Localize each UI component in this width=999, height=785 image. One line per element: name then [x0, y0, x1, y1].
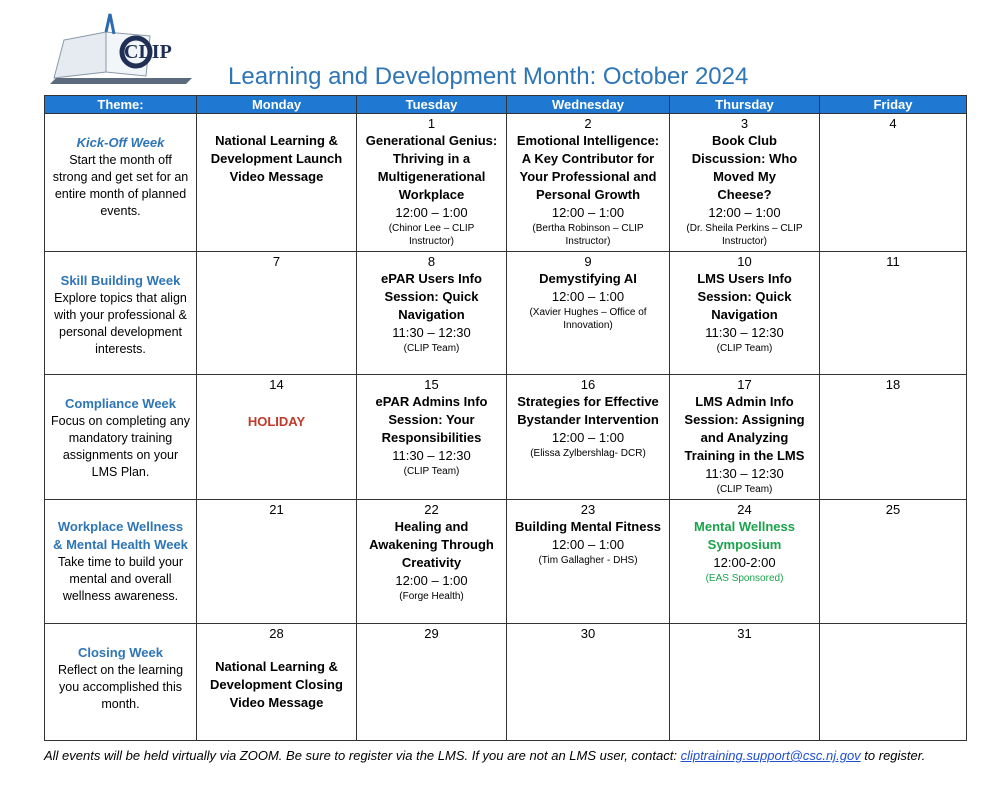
- theme-description: Reflect on the learning you accomplished this month.: [57, 663, 184, 711]
- footer-text: All events will be held virtually via ZOOM. Be sure to register via the LMS. If you are not an LMS user, contact:: [44, 748, 681, 763]
- day-cell: [357, 252, 507, 375]
- day-number: 14: [269, 377, 284, 392]
- day-number: [197, 116, 356, 132]
- week-row: [45, 500, 967, 624]
- event-time: 12:00 – 1:00: [551, 430, 625, 445]
- event-presenter: (Forge Health): [399, 591, 464, 602]
- event-time: 12:00 – 1:00: [708, 205, 781, 220]
- theme-cell: [45, 624, 197, 741]
- day-number: 25: [885, 502, 901, 517]
- day-number: 22: [424, 502, 439, 517]
- event-title: ePAR Users Info Session: Quick Navigation: [381, 271, 482, 322]
- theme-description: Start the month off strong and get set for an entire month of planned events.: [52, 153, 189, 218]
- day-number: 3: [740, 116, 749, 131]
- event-presenter: (EAS Sponsored): [705, 573, 784, 584]
- day-cell: [507, 624, 670, 741]
- theme-cell: [45, 114, 197, 252]
- day-cell: [670, 375, 820, 500]
- header-friday: Friday: [820, 96, 967, 114]
- event-presenter: (Xavier Hughes – Office of Innovation): [529, 307, 647, 331]
- event-presenter: (Elissa Zylbershlag- DCR): [530, 448, 646, 459]
- event-time: 12:00 – 1:00: [395, 573, 468, 588]
- clip-logo: [46, 12, 196, 92]
- day-number: 16: [580, 377, 596, 392]
- event-title: National Learning & Development Launch Video Message: [210, 133, 343, 184]
- theme-description: Explore topics that align with your professional & personal development interests.: [54, 291, 187, 356]
- day-number: 31: [737, 626, 752, 641]
- event-time: 11:30 – 12:30: [705, 325, 784, 340]
- day-cell: [820, 375, 967, 500]
- theme-description: Take time to build your mental and overall wellness awareness.: [57, 555, 184, 603]
- day-cell: [197, 500, 357, 624]
- day-cell: [357, 624, 507, 741]
- event-time: 12:00 – 1:00: [551, 205, 625, 220]
- event-title: LMS Users Info Session: Quick Navigation: [697, 271, 792, 322]
- day-cell: [197, 624, 357, 741]
- day-cell: [820, 624, 967, 741]
- event-time: 12:00 – 1:00: [551, 289, 625, 304]
- theme-cell: [45, 500, 197, 624]
- day-cell: [507, 500, 670, 624]
- event-time: 12:00 – 1:00: [395, 205, 468, 220]
- week-row: [45, 114, 967, 252]
- header-row: [45, 96, 967, 114]
- day-number: 30: [580, 626, 596, 641]
- event-title: Generational Genius: Thriving in a Multigenerational Workplace: [365, 133, 498, 202]
- holiday-label: HOLIDAY: [247, 414, 306, 429]
- event-title: Emotional Intelligence: A Key Contributor for Your Professional and Personal Growth: [516, 133, 660, 202]
- theme-title: Kick-Off Week: [76, 135, 165, 150]
- day-cell: [357, 114, 507, 252]
- day-number: 11: [886, 254, 900, 269]
- event-presenter: (CLIP Team): [716, 484, 773, 495]
- day-cell: [670, 252, 820, 375]
- footer-note: [44, 748, 925, 763]
- header-tuesday: Tuesday: [357, 96, 507, 114]
- day-number: 7: [272, 254, 281, 269]
- event-presenter: (Bertha Robinson – CLIP Instructor): [532, 223, 644, 247]
- day-cell: [820, 252, 967, 375]
- day-number: [820, 626, 966, 642]
- day-cell: [670, 624, 820, 741]
- theme-title: Skill Building Week: [60, 273, 181, 288]
- day-cell: [507, 375, 670, 500]
- event-presenter: (CLIP Team): [403, 466, 460, 477]
- event-title: Building Mental Fitness: [515, 519, 661, 534]
- event-presenter: (Chinor Lee – CLIP Instructor): [388, 223, 475, 247]
- event-title: LMS Admin Info Session: Assigning and Analyzing Training in the LMS: [684, 394, 805, 463]
- event-title: Book Club Discussion: Who Moved My Cheese?: [691, 133, 798, 202]
- day-cell: [197, 114, 357, 252]
- day-cell: [670, 114, 820, 252]
- week-row: [45, 624, 967, 741]
- calendar-table: [44, 95, 967, 741]
- week-row: [45, 375, 967, 500]
- event-time: 11:30 – 12:30: [392, 325, 471, 340]
- day-number: 9: [584, 254, 592, 269]
- header-monday: Monday: [197, 96, 357, 114]
- day-cell: [357, 500, 507, 624]
- day-number: 29: [424, 626, 439, 641]
- theme-title: Closing Week: [77, 645, 163, 660]
- day-number: 17: [737, 377, 752, 392]
- event-presenter: (Tim Gallagher - DHS): [538, 555, 638, 566]
- theme-title: Compliance Week: [64, 396, 177, 411]
- event-time: 12:00 – 1:00: [551, 537, 625, 552]
- day-number: 21: [269, 502, 284, 517]
- event-presenter: (CLIP Team): [716, 343, 773, 354]
- header-wednesday: Wednesday: [507, 96, 670, 114]
- event-title: ePAR Admins Info Session: Your Responsibilities: [375, 394, 488, 445]
- day-cell: [357, 375, 507, 500]
- header-theme: Theme:: [45, 96, 197, 114]
- theme-title: Workplace Wellness & Mental Health Week: [53, 519, 188, 552]
- day-number: 1: [427, 116, 436, 131]
- day-number: 10: [737, 254, 752, 269]
- day-cell: [197, 375, 357, 500]
- day-number: 2: [584, 116, 592, 131]
- day-cell: [820, 114, 967, 252]
- day-number: 8: [427, 254, 436, 269]
- support-email-link[interactable]: cliptraining.support@csc.nj.gov: [680, 748, 861, 763]
- day-cell: [507, 114, 670, 252]
- theme-cell: [45, 252, 197, 375]
- day-number: 4: [889, 116, 897, 131]
- day-number: 23: [580, 502, 596, 517]
- event-time: 12:00-2:00: [713, 555, 776, 570]
- day-cell: [197, 252, 357, 375]
- header-thursday: Thursday: [670, 96, 820, 114]
- day-number: 18: [885, 377, 901, 392]
- day-number: 28: [269, 626, 284, 641]
- event-title: Mental Wellness Symposium: [694, 519, 795, 552]
- day-cell: [507, 252, 670, 375]
- event-title: Strategies for Effective Bystander Intervention: [517, 394, 659, 427]
- event-title: Demystifying AI: [539, 271, 637, 286]
- day-cell: [670, 500, 820, 624]
- day-number: 15: [424, 377, 439, 392]
- day-cell: [820, 500, 967, 624]
- week-row: [45, 252, 967, 375]
- footer-text-end: to register.: [860, 748, 926, 763]
- theme-cell: [45, 375, 197, 500]
- event-time: 11:30 – 12:30: [705, 466, 784, 481]
- event-title: National Learning & Development Closing Video Message: [210, 659, 343, 710]
- svg-text:CLIP: CLIP: [124, 41, 172, 63]
- theme-description: Focus on completing any mandatory training assignments on your LMS Plan.: [51, 414, 190, 479]
- page-title: Learning and Development Month: October 2024: [228, 63, 749, 90]
- event-title: Healing and Awakening Through Creativity: [369, 519, 494, 570]
- day-number: 24: [737, 502, 752, 517]
- event-presenter: (CLIP Team): [403, 343, 460, 354]
- event-time: 11:30 – 12:30: [392, 448, 471, 463]
- event-presenter: (Dr. Sheila Perkins – CLIP Instructor): [686, 223, 803, 247]
